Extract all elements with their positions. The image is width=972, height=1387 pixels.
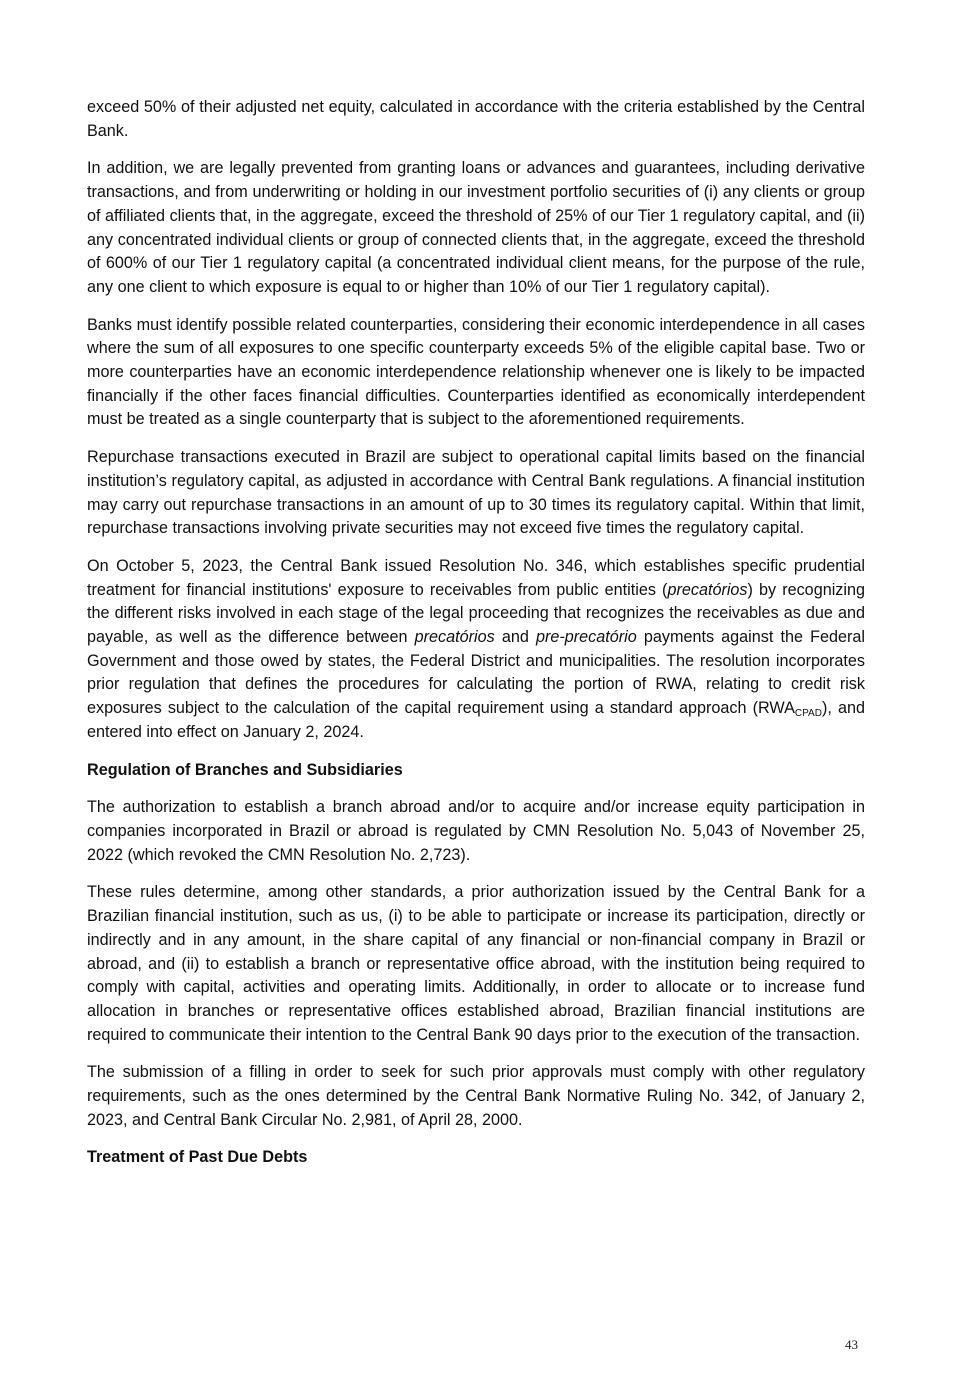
subscript: CPAD: [794, 708, 822, 720]
text: and: [494, 628, 536, 647]
italic-term: precatórios: [667, 580, 748, 599]
paragraph: Repurchase transactions executed in Brazil are subject to operational capital limits based on the financial institution’s regulatory capital, as adjusted in accordance with Central Bank regulations. A financial institution may carry out repurchase transactions in an amount of up to 30 times its regulatory capital. Within that limit, repurchase transactions involving private securities may not exceed five times the regulatory capital.: [87, 448, 865, 538]
document-page: [87, 96, 865, 1184]
text: payments against the Federal Government and those owed by states, the Federal District and municipalities. The resolution incorporates prior regulation that defines the procedures for calculating the portion of RWA, relating to credit risk exposures subject to the calculation of the capital requirement using a standard approach (RWA: [87, 628, 865, 718]
paragraph: In addition, we are legally prevented from granting loans or advances and guarantees, including derivative transactions, and from underwriting or holding in our investment portfolio securities of (i) any clients or group of affiliated clients that, in the aggregate, exceed the threshold of 25% of our Tier 1 regulatory capital, and (ii) any concentrated individual clients or group of connected clients that, in the aggregate, exceed the threshold of 600% of our Tier 1 regulatory capital (a concentrated individual client means, for the purpose of the rule, any one client to which exposure is equal to or higher than 10% of our Tier 1 regulatory capital).: [87, 159, 865, 296]
paragraph: Banks must identify possible related counterparties, considering their economic interdependence in all cases where the sum of all exposures to one specific counterparty exceeds 5% of the eligible capital base. Two or more counterparties have an economic interdependence relationship whenever one is likely to be impacted financially if the other faces financial difficulties. Counterparties identified as economically interdependent must be treated as a single counterparty that is subject to the aforementioned requirements.: [87, 315, 865, 429]
text: ) by recognizing the different risks involved in each stage of the legal proceeding that recognizes the receivables as due and payable, as well as the difference between: [87, 580, 865, 647]
section-heading: Treatment of Past Due Debts: [87, 1148, 308, 1167]
italic-term: precatórios: [414, 628, 495, 647]
section-heading: Regulation of Branches and Subsidiaries: [87, 760, 403, 779]
italic-term: pre-precatório: [535, 628, 637, 647]
paragraph: These rules determine, among other standards, a prior authorization issued by the Central Bank for a Brazilian financial institution, such as us, (i) to be able to participate or increase its participation, directly or indirectly and in any amount, in the share capital of any financial or non-financial company in Brazil or abroad, and (ii) to establish a branch or representative office abroad, with the institution being required to comply with capital, activities and operating limits. Additionally, in order to allocate or to increase fund allocation in branches or representative offices established abroad, Brazilian financial institutions are required to communicate their intention to the Central Bank 90 days prior to the execution of the transaction.: [87, 883, 865, 1044]
paragraph: The submission of a filling in order to seek for such prior approvals must comply with other regulatory requirements, such as the ones determined by the Central Bank Normative Ruling No. 342, of January 2, 2023, and Central Bank Circular No. 2,981, of April 28, 2000.: [87, 1063, 865, 1129]
paragraph: The authorization to establish a branch abroad and/or to acquire and/or increase equity participation in companies incorporated in Brazil or abroad is regulated by CMN Resolution No. 5,043 of November 25, 2022 (which revoked the CMN Resolution No. 2,723).: [87, 798, 865, 864]
text: ), and entered into effect on January 2, 2024.: [87, 699, 865, 741]
paragraph: exceed 50% of their adjusted net equity, calculated in accordance with the criteria established by the Central Bank.: [87, 98, 865, 140]
page-number: 43: [845, 1337, 858, 1352]
resolution-paragraph: [87, 555, 865, 745]
text: On October 5, 2023, the Central Bank issued Resolution No. 346, which establishes specific prudential treatment for financial institutions' exposure to receivables from public entities (: [87, 556, 865, 599]
